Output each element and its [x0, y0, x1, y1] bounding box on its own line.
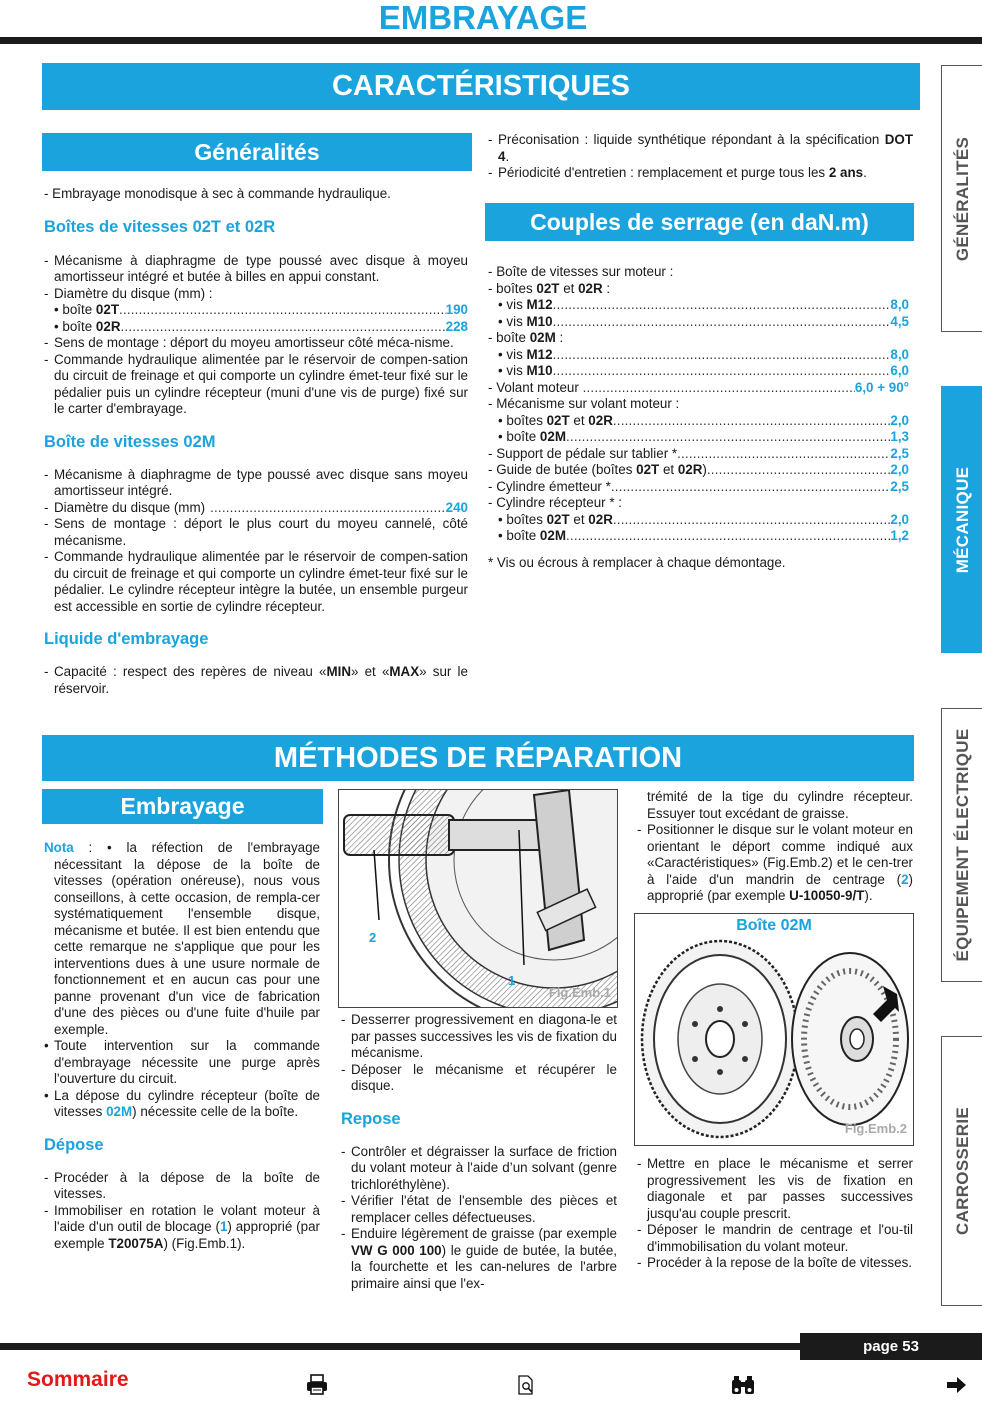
leader-row: • boîte 02R ..... 228 — [44, 319, 468, 336]
figure-emb1 — [338, 789, 618, 1008]
tab-equipement-electrique[interactable]: ÉQUIPEMENT ÉLECTRIQUE — [941, 708, 982, 982]
list-item-continued: trémité de la tige du cylindre récepteur. Essuyer tout excédant de graisse. — [647, 789, 913, 821]
leader-row: • boîte 02M ..... 1,3 — [488, 429, 909, 446]
arrow-right-icon[interactable] — [946, 1374, 968, 1401]
caracteristiques-banner: CARACTÉRISTIQUES — [42, 63, 920, 110]
leader-row: - Support de pédale sur tablier * ..... 2,5 — [488, 446, 909, 463]
liquide-continued — [488, 132, 913, 182]
nota-2: • Toute intervention sur la commande d'embrayage nécessite une purge après l'ouverture du circuit. — [44, 1038, 320, 1086]
list-item: - Vérifier l'état de l'ensemble des pièces et remplacer celles défectueuses. — [341, 1193, 617, 1225]
embrayage-col3-top — [637, 789, 913, 905]
leader-row: • vis M10 ..... 4,5 — [488, 314, 909, 331]
list-item: - Procéder à la dépose de la boîte de vitesses. — [44, 1169, 320, 1201]
leader-row: • boîtes 02T et 02R ..... 2,0 — [488, 512, 909, 529]
leader-row: - Guide de butée (boîtes 02T et 02R) ..... 2,0 — [488, 462, 909, 479]
nota-3: • La dépose du cylindre récepteur (boîte de vitesses 02M) nécessite celle de la boîte. — [44, 1087, 320, 1119]
flywheel-disc-illustration — [635, 914, 914, 1146]
page-number: page 53 — [800, 1333, 982, 1360]
list-item: - Desserrer progressivement en diagona-le et par passes successives les vis de fixation du mécanisme. — [341, 1012, 617, 1060]
list-item: - Immobiliser en rotation le volant moteur à l'aide d'un outil de blocage (1) approprié (par exemple T20075A) (Fig.Emb.1). — [44, 1202, 320, 1251]
list-item: - Cylindre récepteur * : — [488, 495, 622, 510]
list-item: - Déposer le mandrin de centrage et l'ou-til d'immobilisation du volant moteur. — [637, 1222, 913, 1254]
sommaire-link[interactable]: Sommaire — [27, 1368, 129, 1391]
heading-liquide: Liquide d'embrayage — [44, 630, 209, 648]
list-item: - Sens de montage : déport du moyeu amortisseur côté méca-nisme. — [44, 335, 454, 350]
list-item: - Capacité : respect des repères de niveau «MIN» et «MAX» sur le réservoir. — [44, 664, 468, 696]
figure-emb2 — [634, 913, 914, 1146]
heading-boite-02M: Boîte de vitesses 02M — [44, 432, 216, 451]
heading-boites-02T-02R: Boîtes de vitesses 02T et 02R — [44, 217, 276, 236]
methodes-banner: MÉTHODES DE RÉPARATION — [42, 735, 914, 781]
embrayage-col2 — [341, 1012, 617, 1292]
list-item: - Mécanisme à diaphragme de type poussé avec disque à moyeu amortisseur intégré et butée à billes en appui constant. — [44, 252, 468, 284]
leader-row: • vis M12 ..... 8,0 — [488, 297, 909, 314]
heading-depose: Dépose — [44, 1135, 104, 1154]
printer-icon[interactable] — [305, 1374, 329, 1401]
top-rule — [0, 37, 982, 44]
list-item: - Mettre en place le mécanisme et serrer progressivement les vis de fixation en diagonale et par passes successives jusqu'au couple prescrit. — [637, 1156, 913, 1221]
leader-row: - Volant moteur ..... 6,0 + 90° — [488, 380, 909, 397]
callout-2: 2 — [369, 930, 377, 945]
embrayage-col3-bottom — [637, 1156, 913, 1272]
list-item: - Sens de montage : déport le plus court du moyeu cannelé, côté mécanisme. — [44, 516, 468, 548]
heading-repose: Repose — [341, 1109, 401, 1128]
list-item: - Périodicité d'entretien : remplacement et purge tous les 2 ans. — [488, 165, 867, 180]
leader-row: • vis M12 ..... 8,0 — [488, 347, 909, 364]
generalites-banner: Généralités — [42, 133, 472, 171]
search-document-icon[interactable] — [517, 1374, 537, 1401]
tab-carrosserie[interactable]: CARROSSERIE — [941, 1036, 982, 1306]
list-item: - Déposer le mécanisme et récupérer le disque. — [341, 1061, 617, 1093]
binoculars-icon[interactable] — [730, 1374, 756, 1401]
list-item: - Procéder à la repose de la boîte de vitesses. — [637, 1255, 912, 1270]
generalites-content — [44, 186, 468, 697]
page-title: EMBRAYAGE — [378, 0, 588, 36]
couples-note: * Vis ou écrous à remplacer à chaque démontage. — [488, 554, 786, 570]
tab-generalites[interactable]: GÉNÉRALITÉS — [941, 65, 982, 332]
list-item: - Mécanisme sur volant moteur : — [488, 396, 680, 411]
list-item: - Préconisation : liquide synthétique répondant à la spécification DOT 4. — [488, 132, 913, 164]
list-item: - Diamètre du disque (mm) : — [44, 285, 213, 301]
figure-label: Fig.Emb.1 — [548, 984, 611, 1000]
figure-title: Boîte 02M — [736, 917, 812, 934]
intro-text: - Embrayage monodisque à sec à commande hydraulique. — [44, 186, 391, 201]
couples-banner: Couples de serrage (en daN.m) — [485, 203, 914, 241]
leader-row: • vis M10 ..... 6,0 — [488, 363, 909, 380]
clutch-tool-illustration — [339, 790, 618, 1008]
embrayage-banner: Embrayage — [42, 789, 323, 824]
leader-row: - Diamètre du disque (mm) ..... 240 — [44, 500, 468, 517]
leader-row: • boîtes 02T et 02R ..... 2,0 — [488, 413, 909, 430]
leader-row: - Cylindre émetteur * ..... 2,5 — [488, 479, 909, 496]
figure-label: Fig.Emb.2 — [844, 1120, 907, 1136]
list-item: - Commande hydraulique alimentée par le réservoir de compen-sation du circuit de freinage et qui comporte un cylindre émet-teur fixé sur le pédalier. Le cylindre récepteur intègre la butée, un ensemble purgeur est accessible en sortie de cylindre récepteur. — [44, 549, 468, 614]
tab-mecanique[interactable]: MÉCANIQUE — [941, 386, 982, 653]
list-item: - Positionner le disque sur le volant moteur en orientant le déport comme indiqué aux «Caractéristiques» (Fig.Emb.2) et le cen-trer à l'aide d'un mandrin de centrage (2) approprié (par exemple U-10050-9/T). — [637, 822, 913, 903]
embrayage-col1 — [44, 840, 320, 1252]
callout-1: 1 — [508, 973, 516, 988]
list-item: - Mécanisme à diaphragme de type poussé avec disque sans moyeu amortisseur intégré. — [44, 466, 468, 498]
list-item: - Contrôler et dégraisser la surface de friction du volant moteur à l'aide d’un solvant (genre trichloréthylène). — [341, 1143, 617, 1192]
leader-row: • boîte 02T ..... 190 — [44, 302, 468, 319]
couples-list — [488, 264, 909, 571]
leader-row: • boîte 02M ..... 1,2 — [488, 528, 909, 545]
nota-1: Nota : • la réfection de l'embrayage nécessitant la dépose de la boîte de vitesses (opération onéreuse), nous vous conseillons, à cette occasion, de rempla-cer systématiquement l'ensemble disque, mécanisme et butée. Il est bien entendu que cette remarque ne s'applique que pour les interventions dues à une usure normale de fonctionnement et en aucun cas pour une panne provenant d'un vice de fabrication d'une des pièces ou d'une fuite d'huile par exemple. — [44, 840, 320, 1037]
list-item: - Boîte de vitesses sur moteur : — [488, 264, 674, 279]
list-item: - boîte 02M : — [488, 330, 564, 345]
list-item: - Enduire légèrement de graisse (par exemple VW G 000 100) le guide de butée, la butée, la fourchette et les can-nelures de l'arbre primaire ainsi que l'ex- — [341, 1226, 617, 1291]
list-item: - Commande hydraulique alimentée par le réservoir de compen-sation du circuit de freinage et qui comporte un cylindre émet-teur fixé sur le pédalier puis un cylindre récepteur (muni d'une vis de purge) fixé sur le carter d'embrayage. — [44, 351, 468, 416]
list-item: - boîtes 02T et 02R : — [488, 280, 611, 296]
